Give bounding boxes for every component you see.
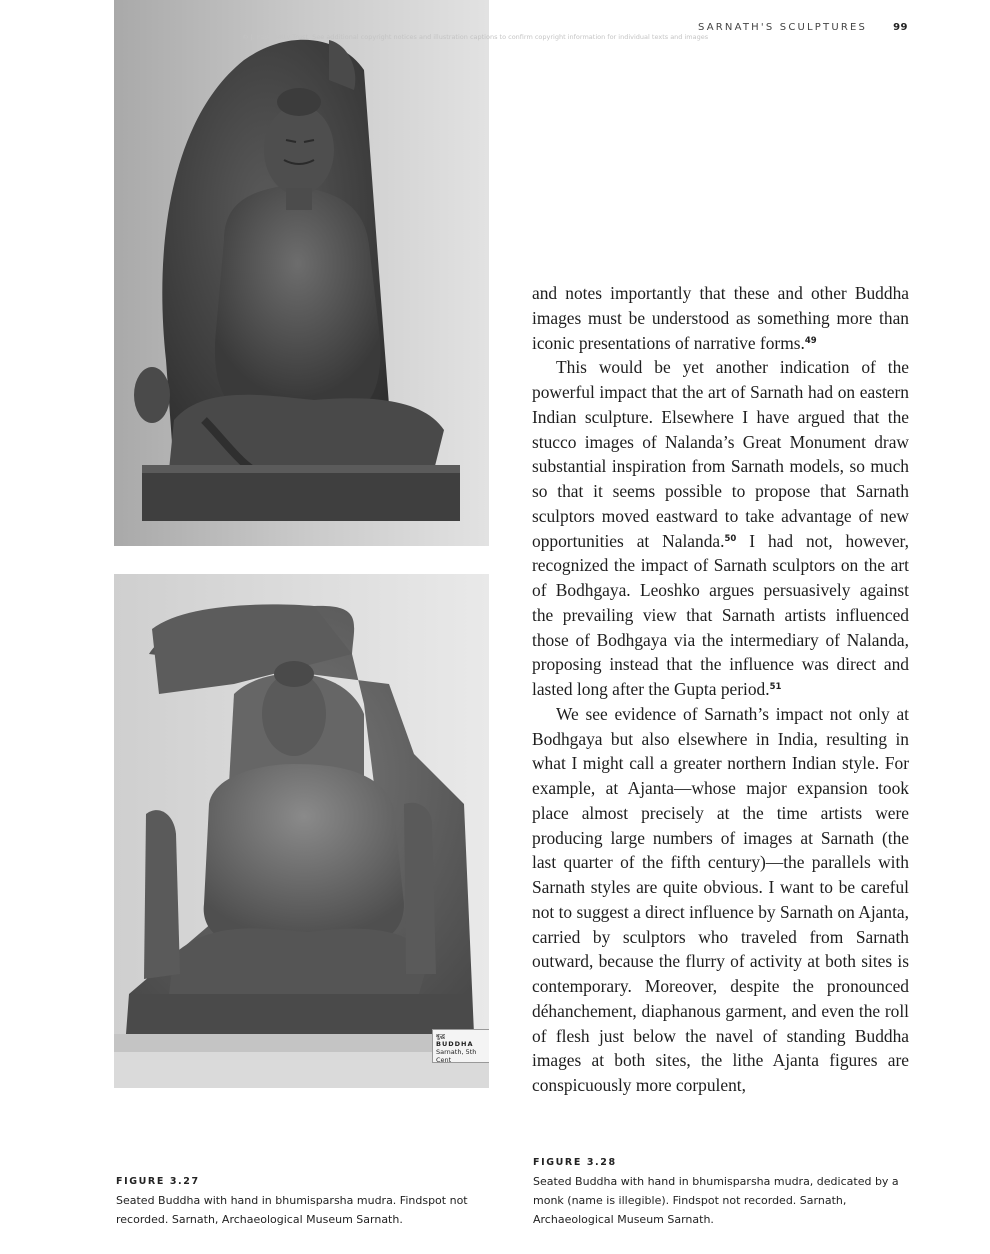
running-head: [698, 22, 908, 33]
paragraph-2b-text: I had not, however, recognized the impact of Sarnath sculptors on the art of Bodhgaya. Leoshko argues persuasively against the prevailing view that Sarnath artists influenced those of Bodhgaya via the intermediary of Nalanda, proposing instead that the influence was direct and lasted long after the Gupta period.: [532, 530, 910, 699]
paragraph-1: [532, 281, 909, 355]
figure-3-28-label: FIGURE 3.28: [533, 1157, 617, 1168]
copyright-notice: © J. Paul Getty Trust. See additional copyright notices and illustration captions to confirm copyright information for individual texts and images: [242, 33, 709, 41]
museum-label-plaque: [432, 1029, 489, 1063]
main-body-text: [532, 281, 909, 1098]
museum-label-line2: BUDDHA: [436, 1040, 474, 1048]
figure-3-27-caption-text: Seated Buddha with hand in bhumisparsha mudra. Findspot not recorded. Sarnath, Archaeological Museum Sarnath.: [116, 1194, 468, 1226]
footnote-ref-49[interactable]: 49: [804, 335, 817, 346]
footnote-ref-51[interactable]: 51: [769, 682, 782, 692]
paragraph-1-text: and notes importantly that these and other Buddha images must be understood as something more than iconic presentations of narrative forms.: [532, 283, 909, 353]
seated-buddha-image: [114, 0, 489, 546]
figure-3-28-caption-text: Seated Buddha with hand in bhumisparsha mudra, dedicated by a monk (name is illegible). Findspot not recorded. Sarnath, Archaeological Museum Sarnath.: [533, 1175, 899, 1226]
museum-label-line3: Sarnath, 5th Cent: [436, 1048, 477, 1063]
running-title: SARNATH'S SCULPTURES: [698, 22, 868, 33]
figure-3-28-caption: [533, 1153, 911, 1229]
paragraph-3: We see evidence of Sarnath’s impact not only at Bodhgaya but also elsewhere in India, resulting in what I might call a greater northern Indian style. For example, at Ajanta—whose major expansion took place almost precisely at the time artists were producing large numbers of images at Sarnath (the last quarter of the fifth century)—the parallels with Sarnath styles are quite obvious. I want to be careful not to suggest a direct influence by Sarnath on Ajanta, carried by sculptors who traveled from Sarnath outward, because the flurry of activity at both sites is contemporary. Moreover, despite the pronounced déhanchement, diaphanous garment, and even the roll of flesh just below the navel of standing Buddha images at both sites, the lithe Ajanta figures are conspicuously more corpulent,: [532, 703, 909, 1095]
museum-label-line1: बुद्ध: [436, 1032, 445, 1040]
seated-buddha-image: [114, 574, 489, 1088]
figure-3-27-caption: [116, 1172, 488, 1229]
figure-3-27-label: FIGURE 3.27: [116, 1176, 200, 1187]
paragraph-2a-text: This would be yet another indication of the powerful impact that the art of Sarnath had on eastern Indian sculpture. Elsewhere I have argued that the stucco images of Nalanda’s Great Monument draw substantial inspiration from Sarnath models, so much so that it seems possible to propose that Sarnath sculptors moved eastward to take advantage of new opportunities at Nalanda.: [532, 357, 909, 551]
footnote-ref-50[interactable]: 50: [724, 533, 737, 544]
paragraph-2: [532, 355, 909, 702]
figure-3-27-photo: [114, 0, 489, 546]
figure-3-28-photo: [114, 574, 489, 1088]
page-number: 99: [893, 22, 908, 33]
